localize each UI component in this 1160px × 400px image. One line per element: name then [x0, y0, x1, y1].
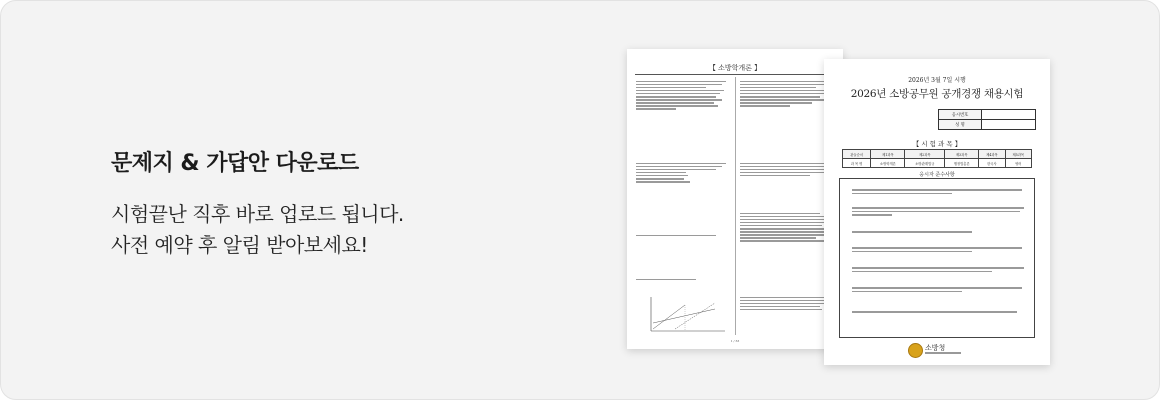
subject-cell: 소방학개론	[871, 159, 905, 168]
banner-subtext-line1: 시험끝난 직후 바로 업로드 됩니다.	[111, 202, 404, 226]
subject-header-cell: 제4과목	[979, 150, 1005, 159]
question-block	[636, 79, 730, 111]
subjects-section-title: 【 시 험 과 목 】	[912, 140, 962, 148]
question-block	[740, 295, 834, 312]
subjects-table	[842, 149, 1032, 168]
subject-header-cell: 제2과목	[905, 150, 945, 159]
subject-cell: 한국사	[979, 159, 1005, 168]
subject-header-cell: 관들순서	[843, 150, 871, 159]
id-label-applicant-number: 응시번호	[939, 110, 982, 120]
id-label-name: 성 명	[939, 120, 982, 130]
notice-title: 응시자 준수사항	[919, 172, 955, 178]
page-number: 1 / 33	[730, 339, 740, 343]
column-divider	[735, 77, 736, 335]
question-block	[636, 233, 730, 238]
subject-header-cell: 제3과목	[945, 150, 979, 159]
agency-subtitle	[925, 352, 961, 354]
question-block	[636, 161, 730, 184]
notice-item	[852, 229, 1024, 235]
banner-subtext-line2: 사전 예약 후 알림 받아보세요!	[111, 233, 368, 257]
agency-name: 소방청	[925, 344, 946, 352]
divider	[635, 74, 835, 75]
exam-title: 2026년 소방공무원 공개경쟁 채용시험	[850, 88, 1024, 100]
notice-item	[852, 265, 1024, 274]
subject-header-cell: 제5과목	[1005, 150, 1031, 159]
notice-item	[852, 285, 1024, 294]
notice-item	[852, 187, 1024, 196]
subject-cell: 과 목 명	[843, 159, 871, 168]
exam-cover-sheet-image	[824, 59, 1050, 365]
subject-cell: 행정법총론	[945, 159, 979, 168]
agency-logo	[908, 343, 968, 359]
question-block	[740, 79, 834, 108]
emblem-icon	[908, 343, 923, 358]
notice-item	[852, 245, 1024, 254]
exam-date: 2026년 3월 7일 시행	[908, 77, 966, 84]
question-sheet-image	[627, 49, 843, 349]
question-graph-figure	[645, 293, 729, 335]
question-block	[636, 277, 730, 282]
subject-cell: 소방관계법규	[905, 159, 945, 168]
notice-box	[839, 178, 1035, 338]
subject-cell: 영어	[1005, 159, 1031, 168]
subject-header-cell: 제1과목	[871, 150, 905, 159]
question-block	[740, 211, 834, 243]
notice-item	[852, 205, 1024, 218]
notice-item	[852, 309, 1024, 315]
banner-heading: 문제지 & 가답안 다운로드	[111, 151, 359, 176]
question-sheet-title: 【 소방학개론 】	[708, 64, 762, 72]
applicant-id-table	[938, 109, 1036, 130]
question-block	[740, 161, 834, 178]
